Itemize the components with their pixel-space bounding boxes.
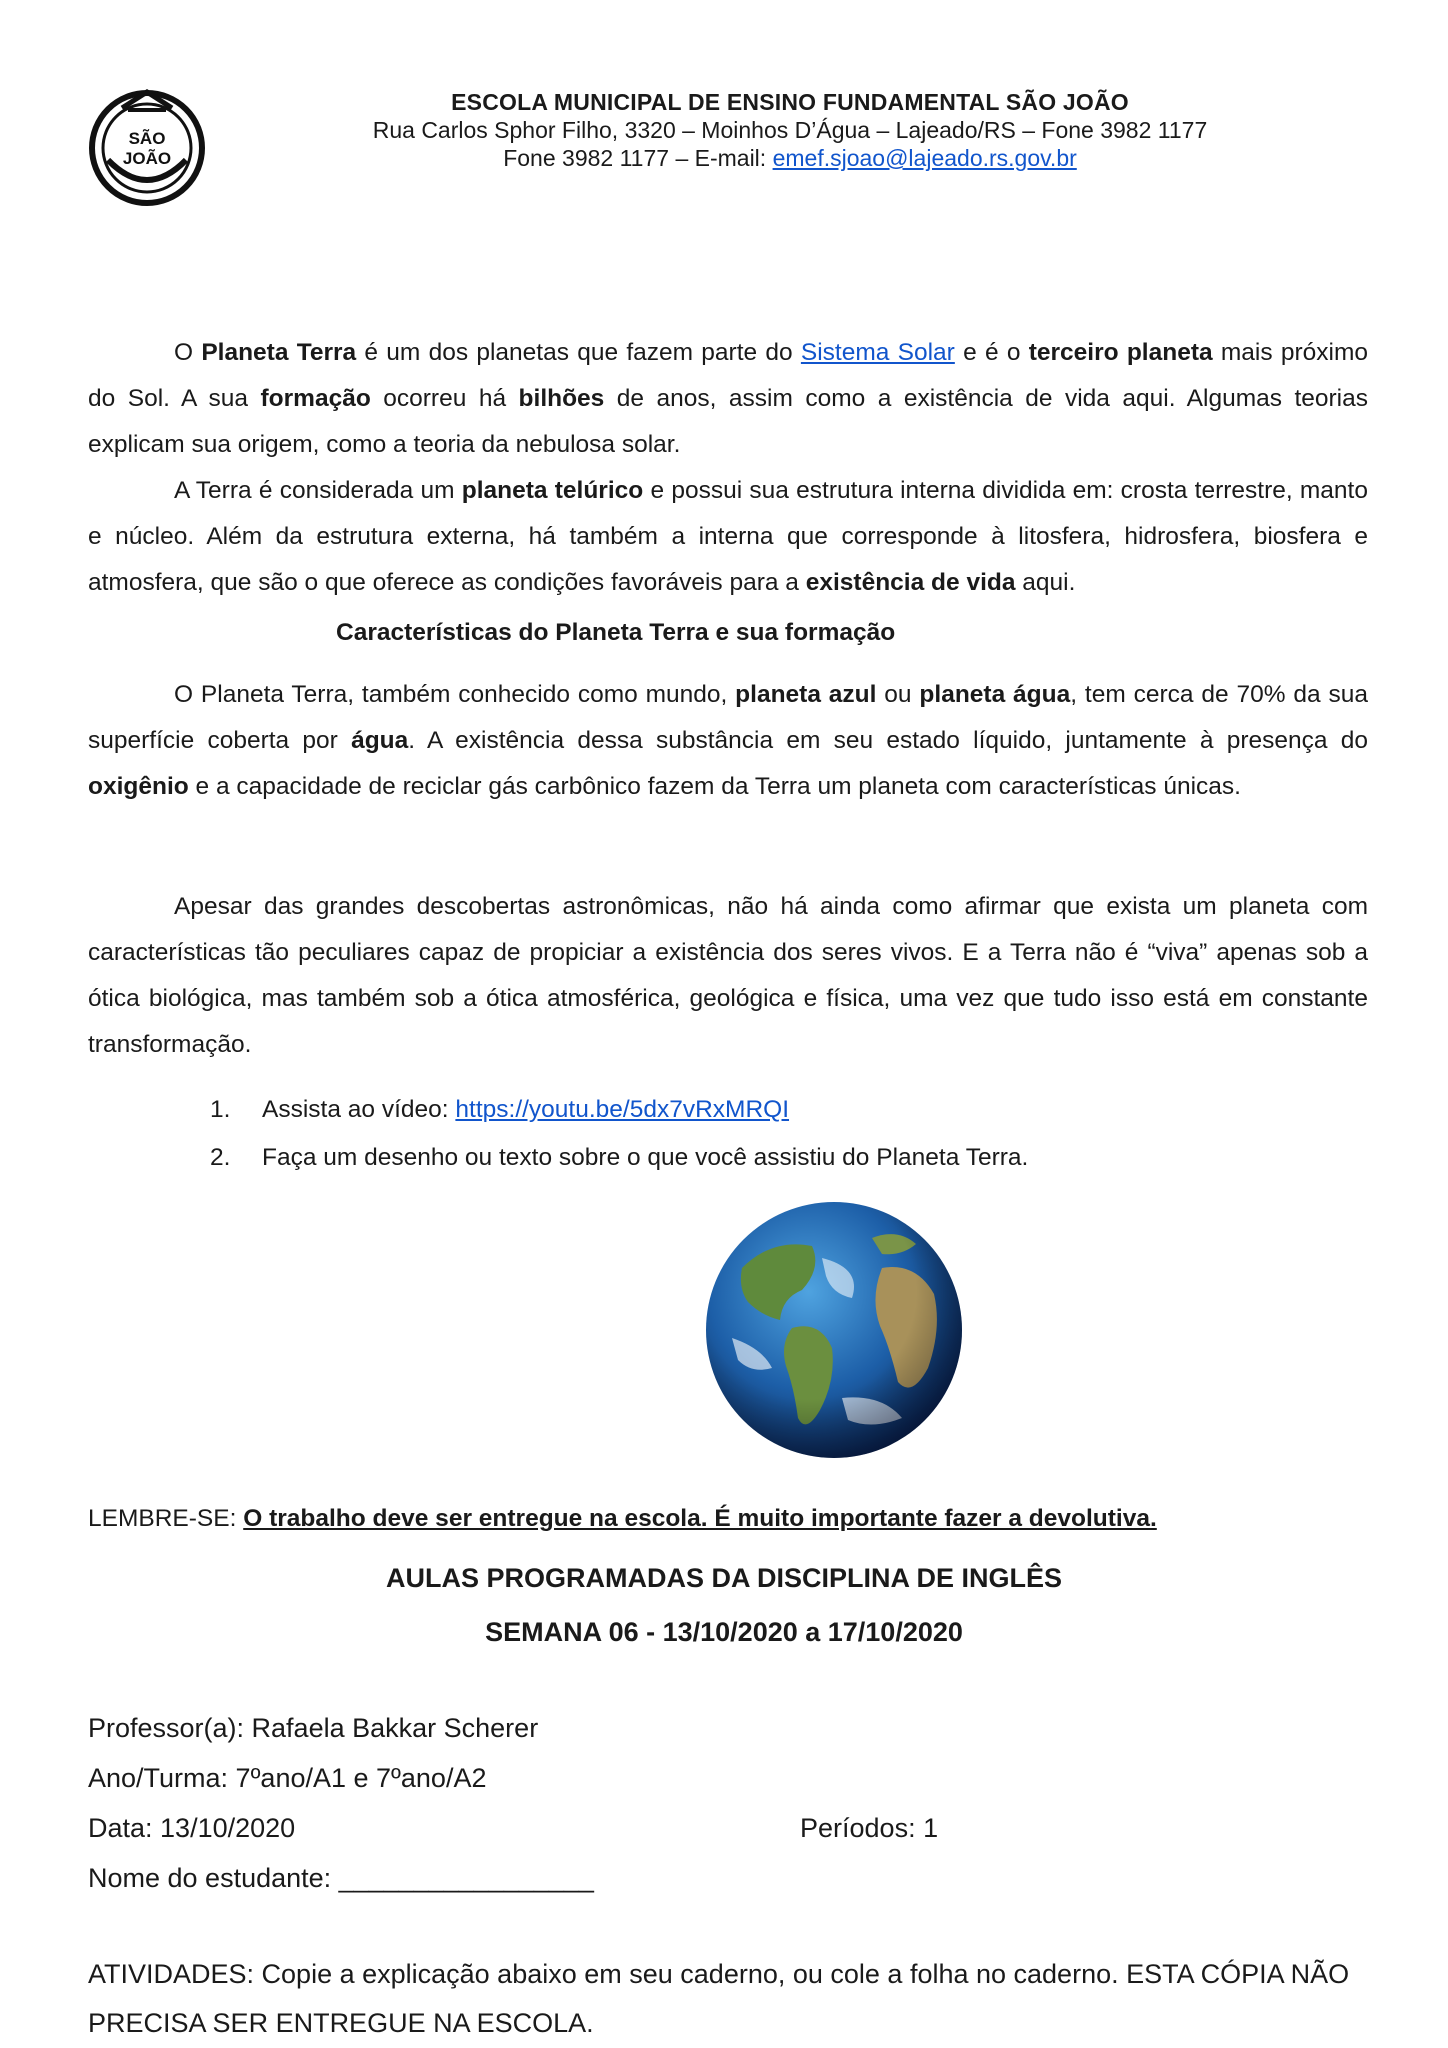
p3-text-5: e a capacidade de reciclar gás carbônico fazem da Terra um planeta com características únicas.	[188, 773, 1241, 800]
logo-text-bottom: JOÃO	[122, 149, 172, 168]
activity-list	[210, 1086, 1310, 1182]
p1-text-1: O	[174, 339, 202, 366]
school-address: Rua Carlos Sphor Filho, 3320 – Moinhos D’Água – Lajeado/RS – Fone 3982 1177	[372, 117, 1208, 143]
p1-bold-1: Planeta Terra	[201, 339, 357, 366]
p3-text-4: . A existência dessa substância em seu estado líquido, juntamente à presença do	[408, 727, 1368, 754]
paragraph-3	[88, 672, 1368, 810]
course-title: AULAS PROGRAMADAS DA DISCIPLINA DE INGLÊS	[385, 1563, 1063, 1593]
reminder-note	[88, 1502, 1157, 1536]
school-logo-icon	[88, 88, 206, 206]
paragraph-1	[88, 330, 1368, 468]
p3-bold-4: oxigênio	[88, 773, 189, 800]
school-contact	[240, 144, 1340, 172]
turma-info: Ano/Turma: 7ºano/A1 e 7ºano/A2	[88, 1763, 487, 1793]
p3-text-3: , tem cerca de 70% da sua superfície coberta por	[88, 681, 1368, 754]
school-header	[240, 88, 1340, 172]
p1-text-4: mais próximo do Sol. A sua	[88, 339, 1368, 412]
p3-bold-2: planeta água	[919, 681, 1071, 708]
list-item-label: Assista ao vídeo:	[262, 1096, 456, 1123]
p1-text-2: é um dos planetas que fazem parte do	[356, 339, 801, 366]
reminder-label: LEMBRE-SE:	[88, 1505, 244, 1532]
intro-text	[88, 330, 1368, 606]
activities-note: ATIVIDADES: Copie a explicação abaixo em seu caderno, ou cole a folha no caderno. ESTA CÓPIA NÃO PRECISA SER ENTREGUE NA ESCOLA.	[88, 1959, 1350, 2038]
sistema-solar-link[interactable]: Sistema Solar	[800, 339, 955, 366]
school-name: ESCOLA MUNICIPAL DE ENSINO FUNDAMENTAL SÃO JOÃO	[451, 89, 1129, 115]
p3-bold-3: água	[351, 727, 409, 754]
discoveries-text	[88, 884, 1368, 1068]
p2-text-3: aqui.	[1015, 569, 1076, 596]
p3-text-2: ou	[876, 681, 920, 708]
logo-text-top: SÃO	[128, 129, 166, 148]
video-link[interactable]: https://youtu.be/5dx7vRxMRQI	[455, 1096, 790, 1123]
date-info: Data: 13/10/2020	[88, 1813, 296, 1843]
earth-globe-icon	[702, 1198, 966, 1462]
professor-info: Professor(a): Rafaela Bakkar Scherer	[88, 1713, 539, 1743]
list-item	[210, 1086, 1310, 1134]
course-week: SEMANA 06 - 13/10/2020 a 17/10/2020	[485, 1617, 963, 1647]
characteristics-text	[88, 672, 1368, 810]
p1-bold-3: formação	[260, 385, 371, 412]
reminder-text: O trabalho deve ser entregue na escola. É muito importante fazer a devolutiva.	[243, 1505, 1157, 1532]
p2-bold-2: existência de vida	[805, 569, 1016, 596]
list-item-number: 1.	[210, 1096, 231, 1123]
student-name-field[interactable]: Nome do estudante: _________________	[88, 1863, 594, 1893]
p1-text-6: de anos, assim como a existência de vida aqui. Algumas teorias explicam sua origem, como a teoria da nebulosa solar.	[88, 385, 1368, 458]
p1-text-3: e é o	[954, 339, 1029, 366]
p1-bold-4: bilhões	[518, 385, 605, 412]
p1-bold-2: terceiro planeta	[1028, 339, 1213, 366]
p3-text-1: O Planeta Terra, também conhecido como mundo,	[174, 681, 736, 708]
list-item	[210, 1134, 1310, 1182]
list-item-text: Faça um desenho ou texto sobre o que você assistiu do Planeta Terra.	[262, 1144, 1029, 1171]
paragraph-4: Apesar das grandes descobertas astronômicas, não há ainda como afirmar que exista um planeta com características tão peculiares capaz de propiciar a existência dos seres vivos. E a Terra não é “viva” apenas sob a ótica biológica, mas também sob a ótica atmosférica, geológica e física, uma vez que tudo isso está em constante transformação.	[88, 893, 1368, 1058]
periods-info: Períodos: 1	[800, 1813, 939, 1843]
list-item-text	[262, 1086, 789, 1134]
contact-prefix: Fone 3982 1177 – E-mail:	[503, 145, 773, 171]
p2-text-2: e possui sua estrutura interna dividida em: crosta terrestre, manto e núcleo. Além da estrutura externa, há também a interna que corresponde à litosfera, hidrosfera, biosfera e atmosfera, que são o que oferece as condições favoráveis para a	[88, 477, 1368, 596]
p2-bold-1: planeta telúrico	[461, 477, 644, 504]
paragraph-2	[88, 468, 1368, 606]
section-title: Características do Planeta Terra e sua formação	[336, 619, 896, 646]
p3-bold-1: planeta azul	[735, 681, 877, 708]
list-item-number: 2.	[210, 1144, 231, 1171]
p2-text-1: A Terra é considerada um	[174, 477, 462, 504]
p1-text-5: ocorreu há	[370, 385, 519, 412]
school-email-link[interactable]: emef.sjoao@lajeado.rs.gov.br	[772, 145, 1077, 171]
